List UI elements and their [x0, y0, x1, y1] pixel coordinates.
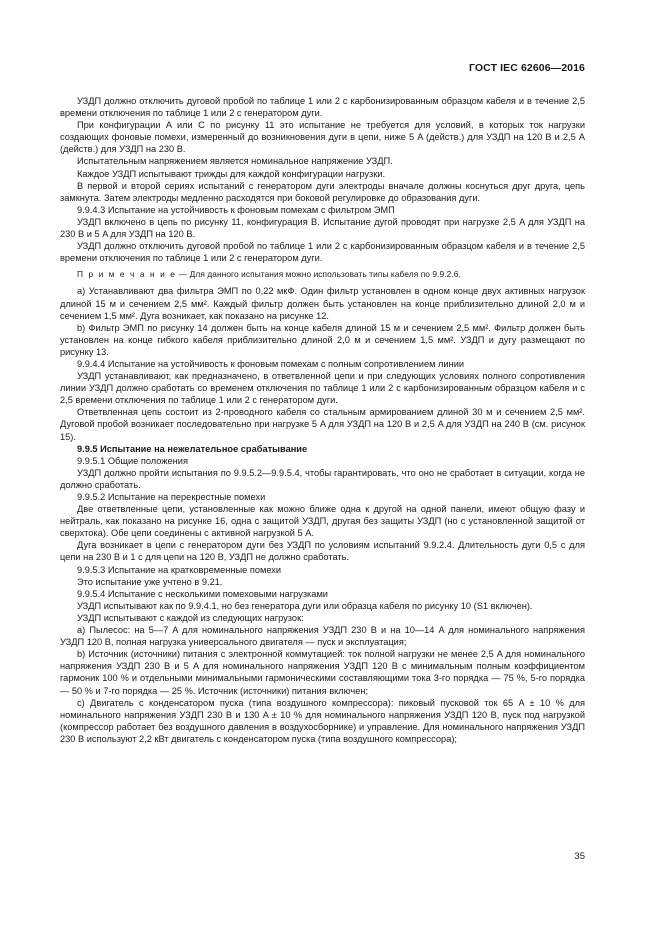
list-item: c) Двигатель с конденсатором пуска (типа воздушного компрессора): пиковый пусковой ток 65 A ± 10 % для номинального напряжения УЗДП 230 В и 130 A ± 10 % для номинального напряжения УЗДП 120 В, пуск под нагрузкой (компрессор работает без воздушного давления в воздухосборнике) и управление. Для номинального напряжения УЗДП 230 В используют 2,2 кВт двигатель с конденсатором пуска (типа воздушного компрессора); [60, 697, 585, 744]
paragraph: Дуга возникает в цепи с генератором дуги без УЗДП по условиям испытаний 9.9.2.4. Длительность дуги 0,5 с для цепи на 230 В и 1 с для цепи на 120 В, УЗДП не должно сработать. [60, 540, 585, 563]
paragraph: УЗДП испытывают с каждой из следующих нагрузок: [77, 612, 304, 623]
paragraph: В первой и второй сериях испытаний с генератором дуги электроды вначале должны коснуться друг друга, цепь замкнута. Затем электроды медленно расходятся при боковой регулировке до образования дуги. [60, 180, 585, 203]
list-item: a) Устанавливают два фильтра ЭМП по 0,22 мкФ. Один фильтр установлен в одном конце двух активных нагрузок длиной 15 м и сечением 2,5 мм². Каждый фильтр должен быть установлен на конце приблизительно длиной 2,0 м и сечением 1,5 мм². Дуга возникает, как показано на рисунке 12. [60, 286, 585, 321]
list-item: b) Источник (источники) питания с электронной коммутацией: ток полной нагрузки не менее 2,5 A для номинального напряжения УЗДП 230 В и 5 A для номинального напряжения УЗДП 120 В с минимальным полным коэффициентом гармоник 100 % и отдельными минимальными гармоническими составляющими тока 3-го порядка — 75 %, 5-го порядка — 50 % и 7-го порядка — 25 %. Источник (источники) питания включен; [60, 649, 585, 696]
paragraph: УЗДП устанавливают, как предназначено, в ответвленной цепи и при следующих условиях полного сопротивления линии УЗДП должно сработать со временем отключения по таблице 1 или 2 с карбонизированным образцом кабеля и с 2,5 времени отключения по таблице 1 или 2 с генератором дуги. [60, 371, 585, 406]
section-heading-9-9-5-4: 9.9.5.4 Испытание с несколькими помеховыми нагрузками [77, 588, 328, 599]
paragraph: УЗДП должно пройти испытания по 9.9.5.2—9.9.5.4, чтобы гарантировать, что оно не сработает в ситуации, когда не должно сработать. [60, 467, 585, 490]
note-label: П р и м е ч а н и е [77, 269, 177, 280]
document-body [60, 95, 585, 745]
page-number: 35 [574, 851, 585, 862]
section-heading-9-9-5-2: 9.9.5.2 Испытание на перекрестные помехи [77, 492, 266, 502]
paragraph: УЗДП должно отключить дуговой пробой по таблице 1 или 2 с карбонизированным образцом кабеля и в течение 2,5 времени отключения по таблице 1 или 2 с генератором дуги. [60, 96, 585, 119]
document-id-header: ГОСТ IEC 62606—2016 [468, 62, 585, 74]
paragraph: Испытательным напряжением является номинальное напряжение УЗДП. [77, 156, 393, 167]
section-heading-9-9-4-4: 9.9.4.4 Испытание на устойчивость к фоновым помехам с полным сопротивлением линии [77, 358, 465, 369]
paragraph: Каждое УЗДП испытывают трижды для каждой конфигурации нагрузки. [77, 168, 386, 179]
list-item: a) Пылесос: на 5—7 A для номинального напряжения УЗДП 230 В и на 10—14 A для номинального напряжения УЗДП 120 В, полная нагрузка универсального двигателя — пуск и эксплуатация; [60, 625, 585, 648]
list-item: b) Фильтр ЭМП по рисунку 14 должен быть на конце кабеля длиной 15 м и сечением 2,5 мм². Фильтр должен быть установлен на конце гибкого кабеля приблизительно длиной 2,0 м и сечением 1,5 мм². УЗДП и дугу размещают по рисунку 13. [60, 322, 585, 357]
section-heading-9-9-4-3: 9.9.4.3 Испытание на устойчивость к фоновым помехам с фильтром ЭМП [77, 204, 395, 215]
paragraph: Две ответвленные цепи, установленные как можно ближе одна к другой на одной панели, имеют общую фазу и нейтраль, как показано на рисунке 16, одна с защитой УЗДП, другая без защиты УЗДП (но с установленной защитой от сверхтока). Обе цепи соединены с активной нагрузкой 5 A. [60, 504, 585, 539]
section-heading-9-9-5: 9.9.5 Испытание на нежелательное срабатывание [77, 443, 308, 454]
section-heading-9-9-5-3: 9.9.5.3 Испытание на кратковременные помехи [77, 564, 282, 575]
section-heading-9-9-5-1: 9.9.5.1 Общие положения [77, 455, 188, 466]
paragraph: Ответвленная цепь состоит из 2-проводного кабеля со стальным армированием длиной 30 м и сечением 2,5 мм². Дуговой пробой возникает последовательно при нагрузке 5 A для УЗДП на 120 В и 2,5 A для УЗДП на 240 В (см. рисунок 15). [60, 407, 585, 442]
note [60, 268, 585, 280]
paragraph: Это испытание уже учтено в 9.21. [77, 576, 223, 587]
note-text: — Для данного испытания можно использовать типы кабеля по 9.9.2.6. [178, 269, 461, 280]
paragraph: При конфигурации A или C по рисунку 11 это испытание не требуется для условий, в которых ток нагрузки создающих фоновые помехи, измеренный до возникновения дуги в цепи, ниже 5 A (действ.) для УЗДП на 120 В и 2,5 A (действ.) для УЗДП на 230 В. [60, 120, 585, 155]
paragraph: УЗДП испытывают как по 9.9.4.1, но без генератора дуги или образца кабеля по рисунку 10 (S1 включен). [77, 600, 533, 611]
paragraph: УЗДП должно отключить дуговой пробой по таблице 1 или 2 с карбонизированным образцом кабеля и в течение 2,5 времени отключения по таблице 1 или 2 с генератором дуги. [60, 241, 585, 264]
paragraph: УЗДП включено в цепь по рисунку 11, конфигурация B. Испытание дугой проводят при нагрузке 2,5 A для УЗДП на 230 В и 5 A для УЗДП на 120 В. [60, 216, 585, 240]
